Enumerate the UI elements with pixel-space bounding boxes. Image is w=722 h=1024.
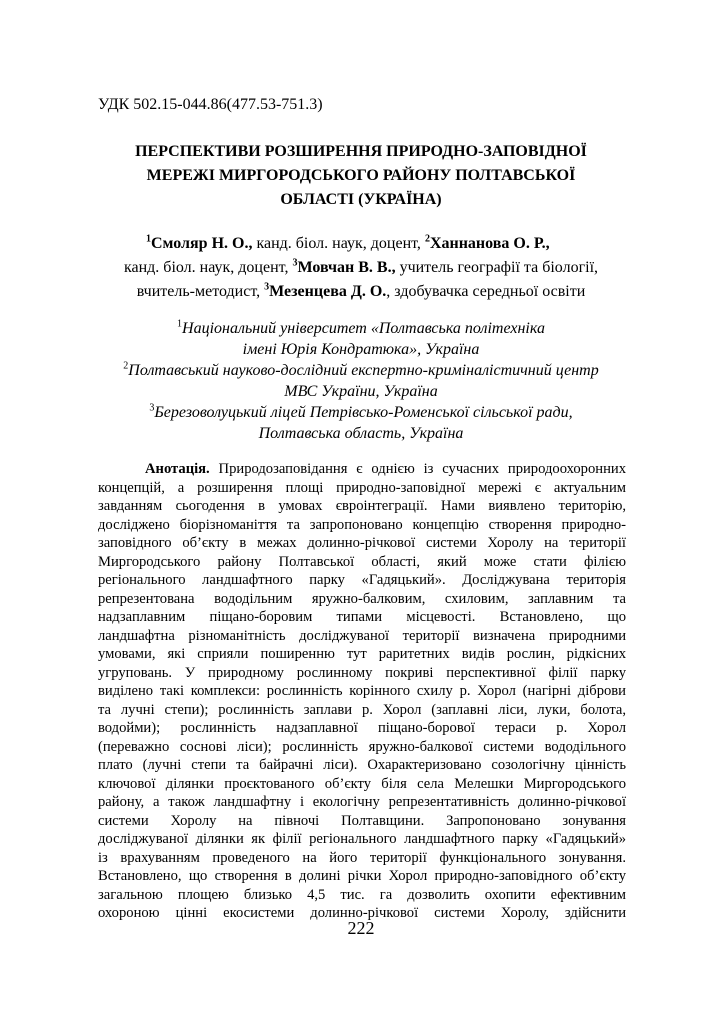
abstract-line: заповідного об’єкту в межах долинно-річкової системи Хоролу на території — [98, 535, 626, 551]
authors-line — [98, 256, 624, 280]
article-title — [98, 140, 624, 212]
abstract-line: досліджено біорізноманіття та запропоновано концепцію створення природно- — [98, 516, 626, 533]
abstract-line: системи Хоролу на півночі Полтавщини. Запропоновано зонування — [98, 812, 626, 829]
author-marker: 2 — [424, 233, 430, 245]
abstract-text: Природозаповідання є однією із сучасних природоохоронних — [209, 461, 626, 477]
abstract-line: ландшафтна різноманітність досліджуваної території визначена природними — [98, 627, 626, 644]
affiliation-text: Березоволуцький ліцей Петрівсько-Роменської сільської ради, — [154, 404, 573, 421]
abstract-line: концепцій, а розширення площі природно-заповідної мережі є актуальним — [98, 479, 626, 496]
authors-line — [98, 232, 624, 256]
title-line: МЕРЕЖІ МИРГОРОДСЬКОГО РАЙОНУ ПОЛТАВСЬКОЇ — [146, 167, 576, 184]
abstract-line: надзаплавним піщано-боровим типами місцевості. Встановлено, що — [98, 609, 626, 625]
abstract-line: охороною цінні екосистеми долинно-річкової системи Хоролу, здійснити — [98, 905, 626, 921]
author-marker: 3 — [292, 257, 298, 269]
abstract-block — [98, 460, 626, 923]
abstract-line: досліджуваної ділянки як філії регіонального ландшафтного парку «Гадяцький» — [98, 831, 626, 847]
author-name: Мовчан В. В., — [297, 259, 396, 276]
affiliation-marker: 3 — [149, 402, 155, 414]
abstract-line: та лучні степи); рослинність заплави р. Хорол (заплавні ліси, луки, болота, — [98, 701, 626, 718]
affiliation-line: Полтавська область, Україна — [258, 425, 464, 442]
affiliation-text: Національний університет «Полтавська політехніка — [182, 320, 545, 337]
affiliation-line: МВС України, Україна — [284, 383, 438, 400]
author-role: вчитель-методист, — [136, 283, 265, 300]
abstract-line: виділено такі комплекси: рослинність корінного схилу р. Хорол (нагірні діброви — [98, 683, 626, 699]
affiliation-marker: 2 — [123, 360, 129, 372]
abstract-line: регіонального ландшафтного парку «Гадяцький». Досліджувана територія — [98, 572, 626, 588]
affiliations-block — [98, 318, 624, 444]
abstract-line: ключової ділянки проєктованого об’єкту біля села Мелешки Миргородського — [98, 775, 626, 792]
page-number: 222 — [347, 918, 375, 938]
affiliation-line — [98, 360, 624, 381]
author-marker: 3 — [264, 281, 270, 293]
abstract-line: Встановлено, що створення в долині річки Хорол природно-заповідного об’єкту — [98, 868, 626, 884]
affiliation-text: Полтавський науково-дослідний експертно-криміналістичний центр — [128, 362, 599, 379]
author-role: канд. біол. наук, доцент, — [123, 259, 293, 276]
abstract-line: репрезентована вододільним яружно-балковим, схиловим, заплавним та — [98, 590, 626, 607]
abstract-line: водойми); рослинність надзаплавної піщано-борової тераси р. Хорол — [98, 720, 626, 736]
abstract-line: завданням сьогодення в умовах євроінтеграції. Нами виявлено територію, — [98, 498, 626, 514]
abstract-line: району, а також ландшафтну і екологічну репрезентативність долинно-річкової — [98, 794, 626, 810]
abstract-line — [98, 460, 626, 479]
abstract-line: Миргородського району Полтавської області, який може стати філією — [98, 553, 626, 570]
author-name: Мезенцева Д. О. — [269, 283, 387, 300]
affiliation-line — [98, 318, 624, 339]
title-line: ОБЛАСТІ (УКРАЇНА) — [280, 191, 442, 208]
author-name: Ханнанова О. Р., — [429, 235, 550, 252]
affiliation-line: імені Юрія Кондратюка», Україна — [242, 341, 480, 358]
authors-line — [98, 280, 624, 304]
abstract-line: плато (лучні степи та байрачні ліси). Охарактеризовано созологічну цінність — [98, 757, 626, 773]
author-marker: 1 — [146, 233, 151, 245]
author-role: учитель географії та біології, — [395, 259, 599, 276]
affiliation-marker: 1 — [177, 318, 183, 330]
abstract-line: (переважно соснові ліси); рослинність яружно-балкової системи вододільного — [98, 738, 626, 755]
affiliation-line — [98, 402, 624, 423]
abstract-line: загальною площею близько 4,5 тис. га дозволить охопити ефективним — [98, 886, 626, 903]
udc-code: УДК 502.15-044.86(477.53-751.3) — [98, 96, 323, 113]
author-name: Смоляр Н. О., — [151, 235, 253, 252]
abstract-line: із врахуванням проведеного на його території функціонального зонування. — [98, 849, 626, 866]
abstract-line: умовами, які сприяли поширенню тут раритетних видів рослин, рідкісних — [98, 646, 626, 662]
author-role: , здобувачка середньої освіти — [386, 283, 586, 300]
title-line: ПЕРСПЕКТИВИ РОЗШИРЕННЯ ПРИРОДНО-ЗАПОВІДНОЇ — [135, 143, 587, 160]
authors-block — [98, 232, 624, 304]
author-role: канд. біол. наук, доцент, — [252, 235, 425, 252]
abstract-label: Анотація. — [145, 461, 210, 477]
abstract-line: угруповань. У природному рослинному покриві перспективної філії парку — [98, 664, 626, 681]
